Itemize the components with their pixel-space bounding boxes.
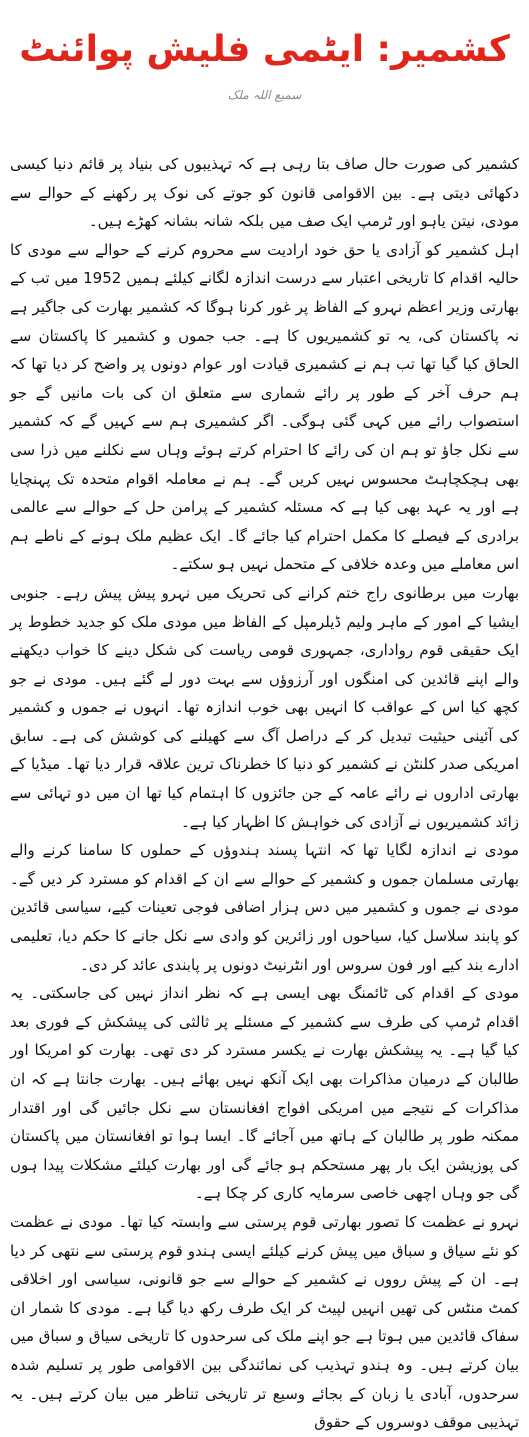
- article-paragraph: کشمیر کی صورت حال صاف بتا رہی ہے کہ تہذیبوں کی بنیاد پر قائم دنیا کیسی دکھائی دیتی ہے۔ بین الاقوامی قانون کو جوتے کی نوک پر رکھنے کے حوالے سے مودی، نیتن یاہو اور ٹرمپ ایک صف میں بلکہ شانہ بشانہ کھڑے ہیں۔: [10, 155, 519, 231]
- article-paragraph: نہرو نے عظمت کا تصور بھارتی قوم پرستی سے وابستہ کیا تھا۔ مودی نے عظمت کو نئے سیاق و سباق میں پیش کرنے کیلئے ایسی ہندو قوم پرستی سے نتھی کر دیا ہے۔ ان کے پیش رووں نے کشمیر کے حوالے سے جو قانونی، سیاسی اور اخلاقی کمٹ منٹس کی تھیں انہیں لپیٹ کر ایک طرف رکھ دیا گیا ہے۔ مودی کا شمار ان سفاک قائدین میں ہوتا ہے جو اپنے ملک کی سرحدوں کا تاریخی سیاق و سباق میں بیان کرتے ہیں۔ وہ ہندو تہذیب کی نمائندگی بین الاقوامی طور پر تسلیم شدہ سرحدوں، آبادی یا زبان کے بجائے وسیع تر تاریخی تناظر میں بیان کرتے ہیں۔ یہ تہذیبی موقف دوسروں کے حقوق: [10, 1212, 519, 1432]
- article-headline: کشمیر: ایٹمی فلیش پوائنٹ: [19, 29, 510, 70]
- article-paragraph: اہل کشمیر کو آزادی یا حق خود ارادیت سے محروم کرنے کے حوالے سے مودی کا حالیہ اقدام کا تاریخی اعتبار سے درست اندازہ لگانے کیلئے ہمیں 1952 میں تب کے بھارتی وزیر اعظم نہرو کے الفاظ پر غور کرنا ہوگا کہ کشمیر بھارت کی جاگیر ہے نہ پاکستان کی، یہ تو کشمیریوں کا ہے۔ جب جموں و کشمیر کا پاکستان سے الحاق کیا گیا تھا تب ہم نے کشمیری قیادت اور عوام دونوں پر واضح کر دیا تھا کہ ہم حرف آخر کے طور پر رائے شماری سے متعلق ان کی بات مانیں گے جو استصواب رائے میں کہی گئی ہوگی۔ اگر کشمیری ہم سے کہیں گے کہ کشمیر سے نکل جاؤ تو ہم ان کی رائے کا احترام کرتے ہوئے وہاں سے نکلنے میں ذرا سی بھی ہچکچاہٹ محسوس نہیں کریں گے۔ ہم نے معاملہ اقوام متحدہ تک پہنچایا ہے اور یہ عہد بھی کیا ہے کہ مسئلہ کشمیر کے پرامن حل کے حوالے سے عالمی برادری کے فیصلے کا مکمل احترام کیا جائے گا۔ ایک عظیم ملک ہونے کے ناطے ہم اس معاملے میں وعدہ خلافی کے متحمل نہیں ہو سکتے۔: [10, 240, 520, 574]
- article-paragraph: مودی نے اندازہ لگایا تھا کہ انتہا پسند ہندوؤں کے حملوں کا سامنا کرنے والے بھارتی مسلمان جموں و کشمیر کے حوالے سے ان کے اقدام کو مسترد کر دیں گے۔ مودی نے جموں و کشمیر میں دس ہزار اضافی فوجی تعینات کیے، سیاسی قائدین کو پابند سلاسل کیا، سیاحوں اور زائرین کو وادی سے نکل جانے کا حکم دیا، تعلیمی ادارے بند کیے اور فون سروس اور انٹرنیٹ دونوں پر پابندی عائد کر دی۔: [10, 841, 519, 974]
- article-paragraph: مودی کے اقدام کی ٹائمنگ بھی ایسی ہے کہ نظر انداز نہیں کی جاسکتی۔ یہ اقدام ٹرمپ کی طرف سے کشمیر کے مسئلے پر ثالثی کی پیشکش کے فوری بعد کیا گیا ہے۔ یہ پیشکش بھارت نے یکسر مسترد کر دی تھی۔ بھارت کو امریکا اور طالبان کے درمیان مذاکرات بھی ایک آنکھ نہیں بھائے ہیں۔ بھارت جانتا ہے کہ ان مذاکرات کے نتیجے میں امریکی افواج افغانستان سے نکل جائیں گی اور اقتدار ممکنہ طور پر طالبان کے ہاتھ میں آجائے گا۔ ایسا ہوا تو افغانستان میں پاکستان کی پوزیشن ایک بار پھر مستحکم ہو جائے گی اور بھارت کیلئے مشکلات پیدا ہوں گی جو وہاں اچھی خاصی سرمایہ کاری کر چکا ہے۔: [10, 984, 519, 1203]
- author-byline: سمیع اللہ ملک: [227, 88, 302, 102]
- article-paragraph: بھارت میں برطانوی راج ختم کرانے کی تحریک میں نہرو پیش پیش رہے۔ جنوبی ایشیا کے امور کے ماہر ولیم ڈیلرمپل کے الفاظ میں مودی ملک کو جدید خطوط پر ایک حقیقی قوم رواداری، جمہوری قومی ریاست کی شکل دینے کا خواب دیکھنے والے اپنے قائدین کی امنگوں اور آرزوؤں سے بہت دور لے گئے ہیں۔ مودی نے جو کچھ کیا اس کے عواقب کا انہیں بھی خوب اندازہ تھا۔ انہوں نے جموں و کشمیر کی آئینی حیثیت تبدیل کر کے دراصل آگ سے کھیلنے کی کوشش کی ہے۔ سابق امریکی صدر کلنٹن نے کشمیر کو دنیا کا خطرناک ترین علاقہ قرار دیا تھا۔ میڈیا کے بھارتی اداروں نے رائے عامہ کے جن جائزوں کا اہتمام کیا تھا ان میں دو تہائی سے زائد کشمیریوں نے آزادی کی خواہش کا اظہار کیا ہے۔: [10, 583, 519, 831]
- article-body: [10, 150, 520, 1432]
